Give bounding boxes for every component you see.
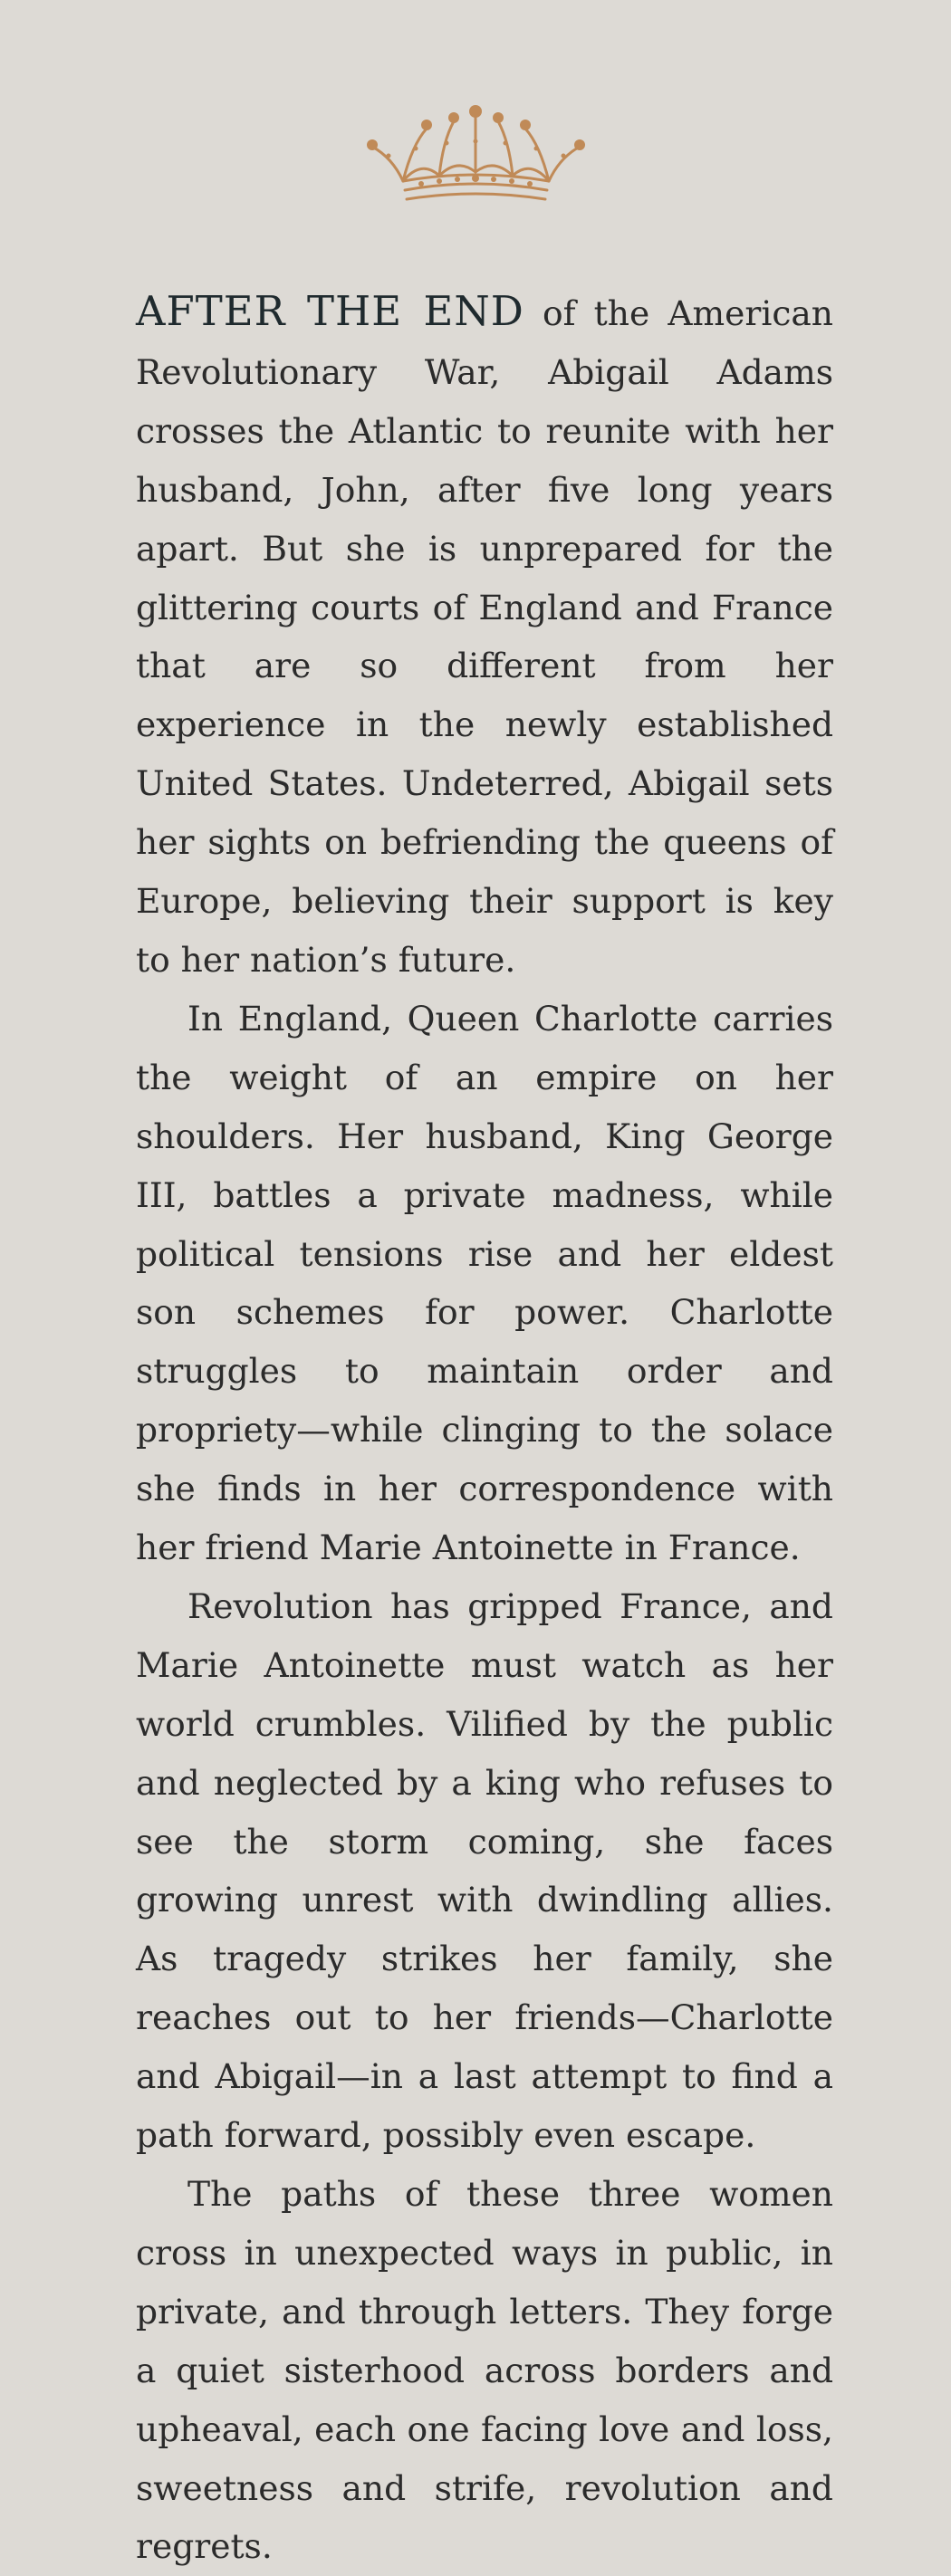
book-blurb: [136, 282, 833, 2576]
paragraph-4: The paths of these three women cross in unexpected ways in public, in private, and through letters. They forge a quiet sisterhood across borders and upheaval, each one facing love and loss, sweetness and strife, revolution and regrets.: [136, 2174, 833, 2567]
paragraph-2: In England, Queen Charlotte carries the weight of an empire on her shoulders. Her husband, King George III, battles a private madness, while political tensions rise and her eldest son schemes for power. Charlotte struggles to maintain order and propriety—while clinging to the solace she finds in her correspondence with her friend Marie Antoinette in France.: [136, 998, 833, 1568]
crown-icon: [365, 101, 587, 203]
paragraph-1-text: of the American Revolutionary War, Abigail Adams crosses the Atlantic to reunite with her husband, John, after five long years apart. But she is unprepared for the glittering courts of England and France that are so different from her experience in the newly established United States. Undeterred, Abigail sets her sights on befriending the queens of Europe, believing their support is key to her nation’s future.: [136, 293, 833, 980]
lead-in-text: AFTER THE END: [136, 287, 524, 335]
crown-ornament: [0, 101, 951, 210]
paragraph-3: Revolution has gripped France, and Marie Antoinette must watch as her world crumbles. Vilified by the public and neglected by a king who refuses to see the storm coming, she faces growing unrest with dwindling allies. As tragedy strikes her family, she reaches out to her friends—Charlotte and Abigail—in a last attempt to find a path forward, possibly even escape.: [136, 1585, 833, 2156]
paragraph-1: [136, 282, 833, 990]
